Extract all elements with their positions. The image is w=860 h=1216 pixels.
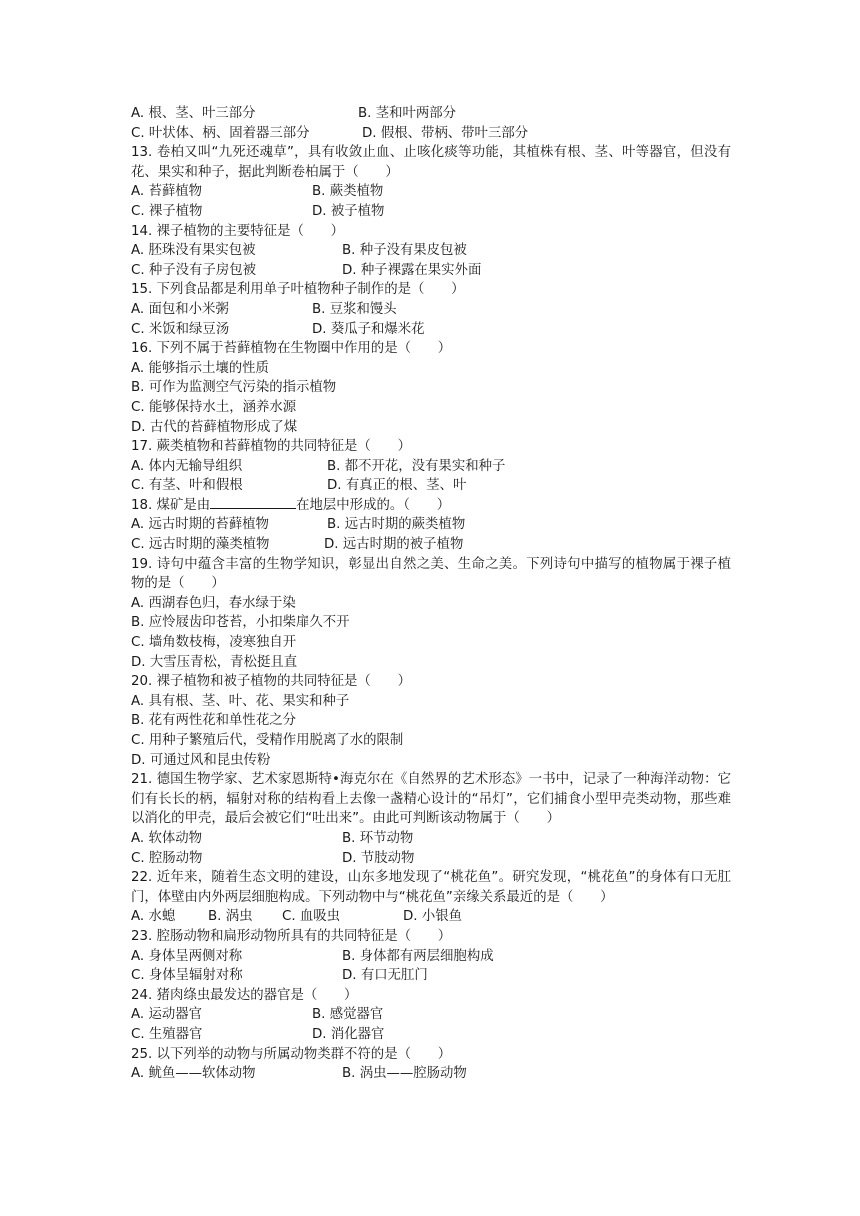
option-c: C. 裸子植物 [131, 203, 203, 219]
option-c: C. 叶状体、柄、固着器三部分 [131, 125, 310, 141]
options-row [131, 202, 731, 222]
options-row [131, 515, 731, 535]
question-list [131, 104, 731, 1084]
question-16: 16. 下列不属于苔藓植物在生物圈中作用的是（ ） [131, 341, 452, 357]
option-c: C. 有茎、叶和假根 [131, 478, 243, 494]
option-a: A. 根、茎、叶三部分 [131, 106, 256, 121]
question-13: 13. 卷柏又叫“九死还魂草”，具有收敛止血、止咳化痰等功能，其植株有根、茎、叶等器官，但没有花、果实和种子，据此判断卷柏属于（ ） [131, 145, 731, 180]
options-row [131, 457, 731, 477]
option-b: B. 感觉器官 [312, 1007, 384, 1023]
option-b: B. 远古时期的蕨类植物 [327, 517, 466, 533]
question-18 [131, 496, 731, 516]
options-row [131, 1064, 731, 1084]
option-d: D. 被子植物 [312, 203, 385, 219]
options-row [131, 182, 731, 202]
option-a: A. 水螅 [131, 909, 176, 925]
option-a: A. 胚珠没有果实包被 [131, 243, 256, 259]
option-a: A. 软体动物 [131, 830, 202, 846]
option-d: D. 消化器官 [312, 1026, 385, 1042]
options-row [131, 476, 731, 496]
question-24: 24. 猪肉绦虫最发达的器官是（ ） [131, 987, 358, 1003]
option-b: B. 花有两性花和单性花之分 [131, 713, 296, 729]
option-d: D. 远古时期的被子植物 [324, 537, 464, 553]
option-b: B. 应怜屐齿印苍苔，小扣柴扉久不开 [131, 615, 350, 631]
option-c: C. 种子没有子房包被 [131, 262, 256, 278]
option-c: C. 能够保持水土，涵养水源 [131, 399, 297, 415]
question-18-text-end: 在地层中形成的。（ ） [296, 497, 451, 513]
option-b: B. 都不开花，没有果实和种子 [327, 458, 506, 474]
options-row [131, 1005, 731, 1025]
option-a: A. 西湖春色归，春水绿于染 [131, 595, 296, 611]
options-row [131, 966, 731, 986]
options-row [131, 907, 731, 927]
options-row [131, 849, 731, 869]
option-a: A. 远古时期的苔藓植物 [131, 517, 269, 533]
option-c: C. 腔肠动物 [131, 850, 203, 866]
answer-blank [210, 496, 296, 509]
question-14: 14. 裸子植物的主要特征是（ ） [131, 223, 345, 239]
option-d: D. 大雪压青松，青松挺且直 [131, 654, 298, 670]
option-b: B. 可作为监测空气污染的指示植物 [131, 380, 337, 396]
question-18-text-start: 18. 煤矿是由 [131, 497, 211, 513]
option-a: A. 鱿鱼——软体动物 [131, 1066, 256, 1082]
option-d: D. 节肢动物 [342, 850, 415, 866]
option-d: D. 有口无肛门 [342, 968, 428, 984]
option-a: A. 面包和小米粥 [131, 301, 229, 317]
option-b: B. 环节动物 [342, 830, 414, 846]
option-d: D. 古代的苔藓植物形成了煤 [131, 419, 298, 435]
option-b: B. 蕨类植物 [312, 184, 384, 200]
option-a: A. 运动器官 [131, 1007, 202, 1023]
question-21: 21. 德国生物学家、艺术家恩斯特•海克尔在《自然界的艺术形态》一书中，记录了一种海洋动物：它们有长长的柄，辐射对称的结构看上去像一盏精心设计的“吊灯”，它们捕食小型甲壳类动物，那些难以消化的甲壳，最后会被它们“吐出来”。由此可判断该动物属于（ ） [131, 772, 731, 827]
options-row [131, 947, 731, 967]
option-c: C. 生殖器官 [131, 1026, 203, 1042]
options-row [131, 300, 731, 320]
option-a: A. 体内无输导组织 [131, 458, 243, 474]
options-row [131, 1025, 731, 1045]
question-23: 23. 腔肠动物和扁形动物所具有的共同特征是（ ） [131, 928, 452, 944]
question-15: 15. 下列食品都是利用单子叶植物种子制作的是（ ） [131, 282, 465, 298]
option-a: A. 能够指示土壤的性质 [131, 360, 269, 376]
question-19: 19. 诗句中蕴含丰富的生物学知识，彰显出自然之美、生命之美。下列诗句中描写的植物属于裸子植物的是（ ） [131, 556, 731, 592]
option-b: B. 涡虫 [208, 909, 253, 925]
option-d: D. 葵瓜子和爆米花 [312, 321, 425, 337]
option-c: C. 血吸虫 [282, 909, 341, 925]
option-d: D. 小银鱼 [403, 909, 462, 925]
option-d: D. 假根、带柄、带叶三部分 [362, 125, 529, 141]
options-row [131, 241, 731, 261]
options-row [131, 104, 731, 124]
option-b: B. 种子没有果皮包被 [342, 243, 467, 259]
option-c: C. 用种子繁殖后代，受精作用脱离了水的限制 [131, 733, 404, 748]
option-d: D. 种子裸露在果实外面 [342, 262, 482, 278]
question-17: 17. 蕨类植物和苔藓植物的共同特征是（ ） [131, 439, 411, 455]
question-22: 22. 近年来，随着生态文明的建设，山东多地发现了“桃花鱼”。研究发现，“桃花鱼”的身体有口无肛门，体壁由内外两层细胞构成。下列动物中与“桃花鱼”亲缘关系最近的是（ ） [131, 870, 731, 905]
option-b: B. 身体都有两层细胞构成 [342, 948, 494, 964]
option-d: D. 有真正的根、茎、叶 [327, 478, 467, 494]
question-25: 25. 以下列举的动物与所属动物类群不符的是（ ） [131, 1046, 452, 1062]
option-c: C. 米饭和绿豆汤 [131, 321, 230, 337]
option-c: C. 身体呈辐射对称 [131, 968, 243, 984]
option-b: B. 茎和叶两部分 [358, 106, 457, 121]
option-a: A. 苔藓植物 [131, 184, 202, 200]
option-b: B. 涡虫——腔肠动物 [342, 1066, 467, 1082]
option-a: A. 身体呈两侧对称 [131, 948, 243, 964]
option-a: A. 具有根、茎、叶、花、果实和种子 [131, 693, 350, 709]
option-b: B. 豆浆和馒头 [312, 301, 397, 317]
question-20: 20. 裸子植物和被子植物的共同特征是（ ） [131, 674, 411, 690]
option-c: C. 墙角数枝梅，凌寒独自开 [131, 635, 297, 651]
options-row [131, 829, 731, 849]
options-row [131, 320, 731, 340]
options-row [131, 535, 731, 555]
option-d: D. 可通过风和昆虫传粉 [131, 752, 271, 768]
options-row [131, 261, 731, 281]
option-c: C. 远古时期的藻类植物 [131, 537, 270, 553]
options-row [131, 124, 731, 144]
